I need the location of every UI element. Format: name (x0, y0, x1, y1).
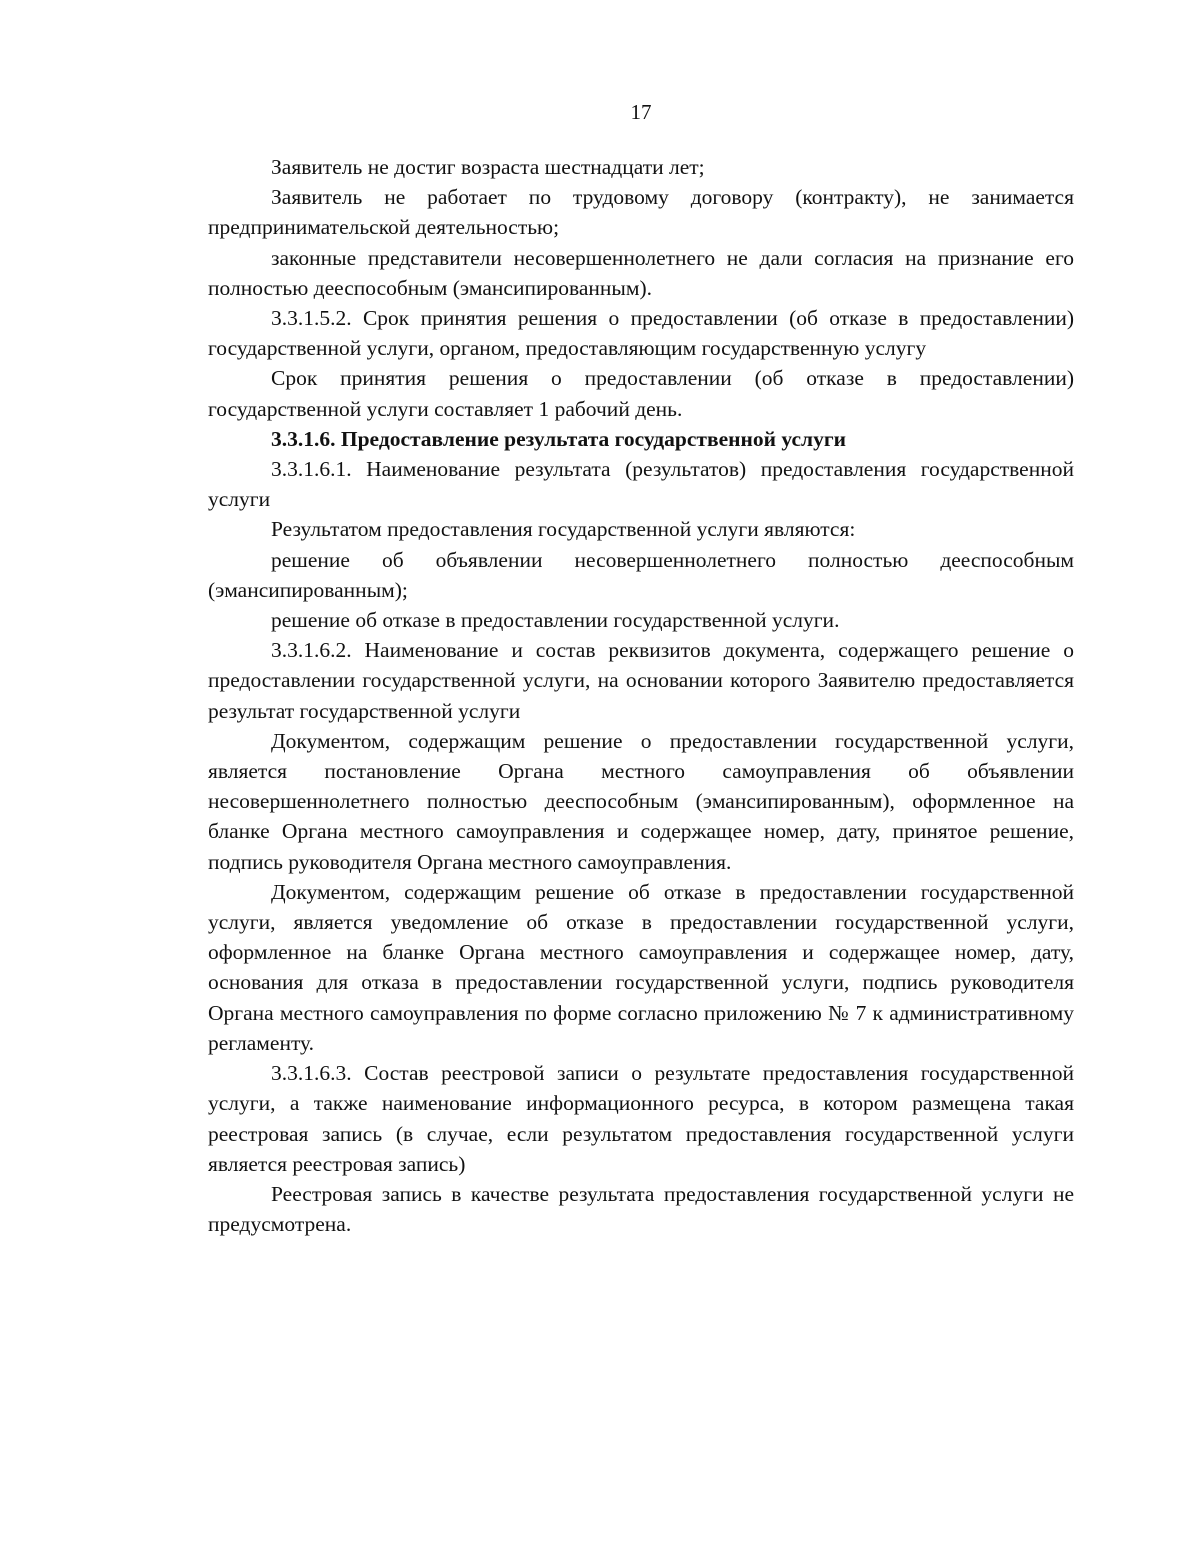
paragraph: Документом, содержащим решение об отказе в предоставлении государственной услуги, является уведомление об отказе в предоставлении государственной услуги, оформленное на бланке Органа местного самоуправления и содержащее номер, дату, основания для отказа в предоставлении государственной услуги, подпись руководителя Органа местного самоуправления по форме согласно приложению № 7 к административному регламенту. (208, 879, 1074, 1055)
section-heading: 3.3.1.6. Предоставление результата государственной услуги (271, 426, 847, 451)
document-body (208, 152, 1074, 1239)
page-number: 17 (630, 100, 652, 124)
paragraph: 3.3.1.5.2. Срок принятия решения о предоставлении (об отказе в предоставлении) государственной услуги, органом, предоставляющим государственную услугу (208, 306, 1074, 361)
paragraph: решение об объявлении несовершеннолетнего полностью дееспособным (эмансипированным); (208, 547, 1074, 602)
paragraph: 3.3.1.6.1. Наименование результата (результатов) предоставления государственной услуги (208, 457, 1074, 512)
paragraph: Реестровая запись в качестве результата предоставления государственной услуги не предусмотрена. (208, 1181, 1074, 1237)
paragraph: законные представители несовершеннолетнего не дали согласия на признание его полностью дееспособным (эмансипированным). (208, 245, 1074, 300)
paragraph: 3.3.1.6.2. Наименование и состав реквизитов документа, содержащего решение о предоставлении государственной услуги, на основании которого Заявителю предоставляется результат государственной услуги (208, 638, 1074, 723)
paragraph: Заявитель не работает по трудовому договору (контракту), не занимается предпринимательской деятельностью; (208, 185, 1074, 240)
paragraph: Заявитель не достиг возраста шестнадцати лет; (271, 155, 705, 179)
paragraph: 3.3.1.6.3. Состав реестровой записи о результате предоставления государственной услуги, а также наименование информационного ресурса, в котором размещена такая реестровая запись (в случае, если результатом предоставления государственной услуги является реестровая запись) (208, 1061, 1074, 1176)
paragraph: Результатом предоставления государственной услуги являются: (271, 517, 856, 542)
paragraph: Документом, содержащим решение о предоставлении государственной услуги, является постановление Органа местного самоуправления об объявлении несовершеннолетнего полностью дееспособным (эмансипированным), оформленное на бланке Органа местного самоуправления и содержащее номер, дату, принятое решение, подпись руководителя Органа местного самоуправления. (208, 728, 1074, 874)
paragraph: Срок принятия решения о предоставлении (об отказе в предоставлении) государственной услуги составляет 1 рабочий день. (208, 366, 1074, 421)
paragraph: решение об отказе в предоставлении государственной услуги. (271, 608, 840, 633)
